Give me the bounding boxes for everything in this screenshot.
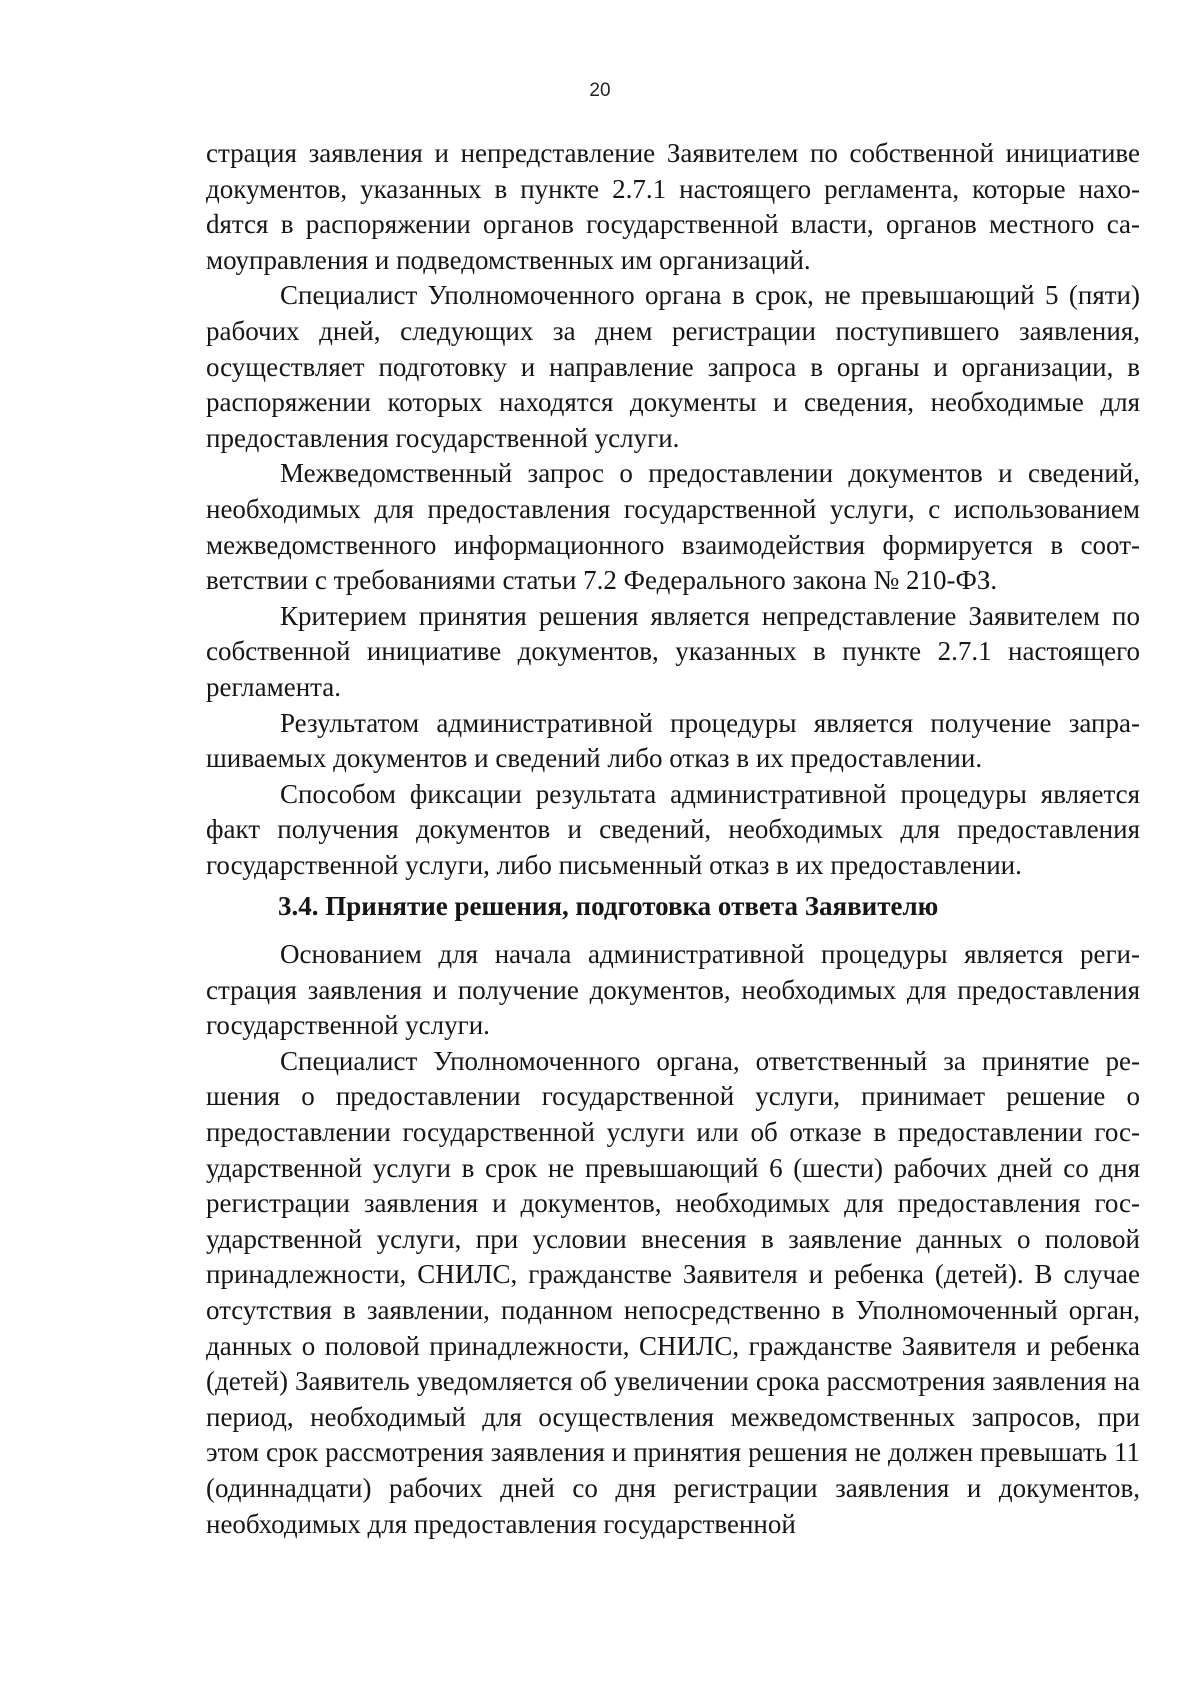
- page-number: 20: [589, 80, 611, 101]
- paragraph-1: страция заявления и непредставление Заявителем по собственной инициативе документов, указанных в пункте 2.7.1 настоящего регламента, которые нахоdятся в распоряжении органов государственной власти, органов местного самоуправления и подведомственных им организаций.: [206, 138, 1140, 275]
- paragraph-2: Специалист Уполномоченного органа в срок, не превышающий 5 (пяти) рабочих дней, следующих за днем регистрации поступившего заявления, осуществляет подготовку и направление запроса в органы и организации, в распоряжении которых находятся документы и сведения, необходимые для предоставления государственной услуги.: [206, 280, 1140, 453]
- section-heading: 3.4. Принятие решения, подготовка ответа Заявителю: [278, 891, 939, 922]
- paragraph-7: Основанием для начала административной процедуры является регистрация заявления и получение документов, необходимых для предоставления государственной услуги.: [206, 939, 1140, 1041]
- paragraph-8: Специалист Уполномоченного органа, ответственный за принятие решения о предоставлении государственной услуги, принимает решение о предоставлении государственной услуги или об отказе в предоставлении государственной услуги в срок не превышающий 6 (шести) рабочих дней со дня регистрации заявления и документов, необходимых для предоставления государственной услуги, при условии внесения в заявление данных о половой принадлежности, СНИЛС, гражданстве Заявителя и ребенка (детей). В случае отсутствия в заявлении, поданном непосредственно в Уполномоченный орган, данных о половой принадлежности, СНИЛС, гражданстве Заявителя и ребенка (детей) Заявитель уведомляется об увеличении срока рассмотрения заявления на период, необходимый для осуществления межведомственных запросов, при этом срок рассмотрения заявления и принятия решения не должен превышать 11 (одиннадцати) рабочих дней со дня регистрации заявления и документов, необходимых для предоставления государственной: [206, 1045, 1140, 1539]
- paragraph-4: Критерием принятия решения является непредставление Заявителем по собственной инициативе документов, указанных в пункте 2.7.1 настоящего регламента.: [206, 600, 1140, 702]
- paragraph-6: Способом фиксации результата административной процедуры является факт получения документов и сведений, необходимых для предоставления государственной услуги, либо письменный отказ в их предоставлении.: [206, 778, 1140, 880]
- document-body: [206, 136, 1140, 1542]
- paragraph-5: Результатом административной процедуры является получение запрашиваемых документов и сведений либо отказ в их предоставлении.: [206, 707, 1140, 774]
- paragraph-3: Межведомственный запрос о предоставлении документов и сведений, необходимых для предоставления государственной услуги, с использованием межведомственного информационного взаимодействия формируется в соответствии с требованиями статьи 7.2 Федерального закона № 210-ФЗ.: [206, 458, 1140, 596]
